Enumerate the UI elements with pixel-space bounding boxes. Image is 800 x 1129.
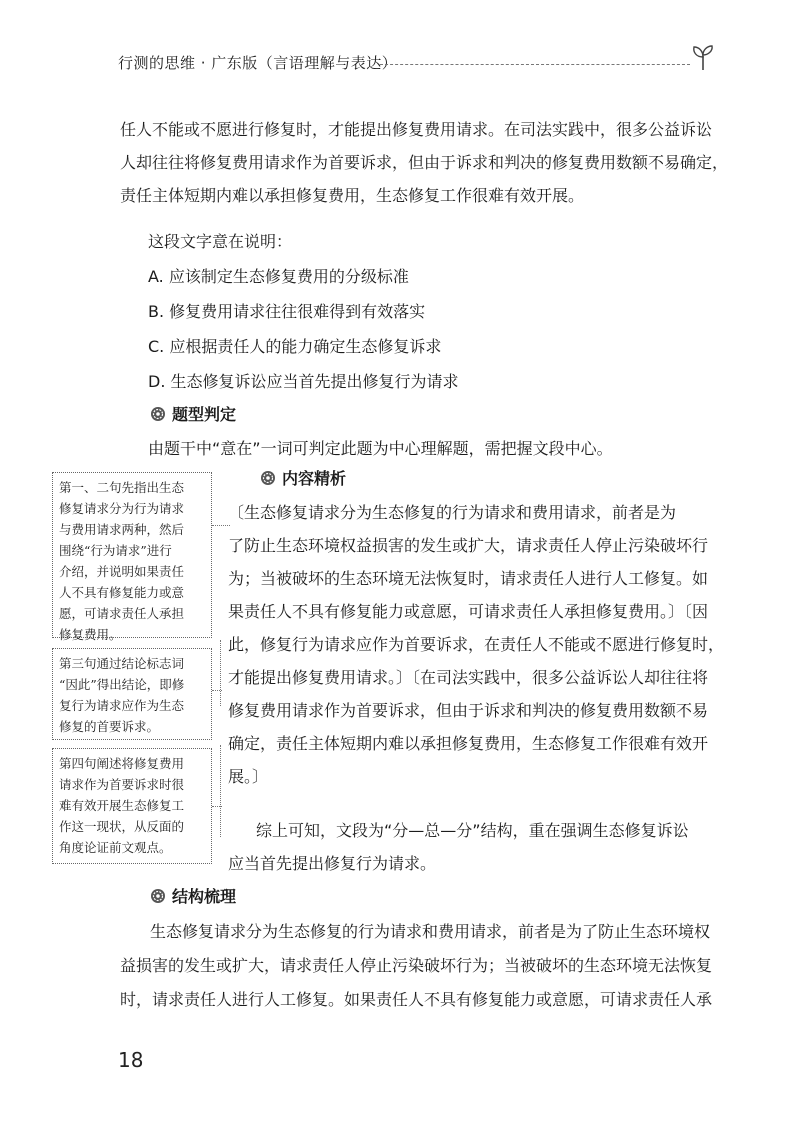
rosette-icon xyxy=(260,470,276,486)
passage-continuation xyxy=(120,113,729,212)
type-judgement-text: 由题干中“意在”一词可判定此题为中心理解题，需把握文段中心。 xyxy=(148,439,613,458)
note-connector xyxy=(212,806,222,807)
option-d: D. 生态修复诉讼应当首先提出修复行为请求 xyxy=(148,372,459,391)
analysis-line: 展。〕 xyxy=(228,767,269,786)
rosette-icon xyxy=(150,888,166,904)
option-a: A. 应该制定生态修复费用的分级标准 xyxy=(148,267,409,286)
analysis-line: 才能提出修复费用请求。〕〔在司法实践中，很多公益诉讼人却往往将 xyxy=(228,668,709,687)
structure-paragraph xyxy=(120,915,720,1017)
note-line: “因此”得出结论，即修 xyxy=(59,677,185,692)
summary-line: 综上可知，文段为“分—总—分”结构，重在强调生态修复诉讼 xyxy=(256,821,689,840)
note-line: 复行为请求应作为生态 xyxy=(59,698,185,713)
note-line: 请求作为首要诉求时很 xyxy=(59,777,185,792)
running-header xyxy=(118,50,718,82)
note-line: 角度论证前文观点。 xyxy=(59,840,172,855)
note-line: 人不具有修复能力或意 xyxy=(59,585,185,600)
structure-line: 益损害的发生或扩大，请求责任人停止污染破坏行为；当被破坏的生态环境无法恢复 xyxy=(120,956,713,975)
page-number: 18 xyxy=(118,1048,144,1072)
note-connector xyxy=(220,640,221,706)
structure-line: 生态修复请求分为生态修复的行为请求和费用请求，前者是为了防止生态环境权 xyxy=(150,922,711,941)
analysis-line: 了防止生态环境权益损害的发生或扩大，请求责任人停止污染破坏行 xyxy=(228,536,709,555)
note-line: 修复费用。 xyxy=(59,627,122,642)
note-line: 修复的首要诉求。 xyxy=(59,719,160,734)
passage-line: 任人不能或不愿进行修复时，才能提出修复费用请求。在司法实践中，很多公益诉讼 xyxy=(120,120,713,139)
side-note-3 xyxy=(52,748,212,864)
section-heading-analysis xyxy=(260,466,346,489)
sprout-icon xyxy=(688,42,718,72)
note-line: 第四句阐述将修复费用 xyxy=(59,756,185,771)
note-connector xyxy=(212,690,222,691)
note-line: 第一、二句先指出生态 xyxy=(59,480,185,495)
question-stem: 这段文字意在说明： xyxy=(148,232,293,251)
option-b: B. 修复费用请求往往很难得到有效落实 xyxy=(148,302,426,321)
analysis-summary xyxy=(228,814,689,880)
note-line: 难有效开展生态修复工 xyxy=(59,798,185,813)
analysis-line: 此，修复行为请求应作为首要诉求，在责任人不能或不愿进行修复时， xyxy=(228,635,725,654)
note-line: 第三句通过结论标志词 xyxy=(59,656,185,671)
section-heading-label: 结构梳理 xyxy=(172,887,237,906)
note-line: 修复请求分为行为请求 xyxy=(59,501,185,516)
section-heading-structure xyxy=(150,884,236,907)
rosette-icon xyxy=(150,406,166,422)
summary-line: 应当首先提出修复行为请求。 xyxy=(228,854,437,873)
header-dashed-rule xyxy=(380,64,690,65)
note-line: 作这一现状，从反面的 xyxy=(59,819,185,834)
note-line: 介绍，并说明如果责任 xyxy=(59,564,185,579)
passage-line: 人却往往将修复费用请求作为首要诉求，但由于诉求和判决的修复费用数额不易确定， xyxy=(120,153,729,172)
note-line: 与费用请求两种，然后 xyxy=(59,522,185,537)
side-note-2 xyxy=(52,648,212,740)
note-line: 愿，可请求责任人承担 xyxy=(59,606,185,621)
note-connector xyxy=(212,525,230,526)
note-line: 围绕“行为请求”进行 xyxy=(59,543,172,558)
analysis-line: 果责任人不具有修复能力或意愿，可请求责任人承担修复费用。〕〔因 xyxy=(228,602,709,621)
note-connector xyxy=(220,745,221,837)
header-title: 行测的思维 · 广东版（言语理解与表达） xyxy=(118,54,398,72)
section-heading-label: 题型判定 xyxy=(172,405,237,424)
passage-line: 责任主体短期内难以承担修复费用，生态修复工作很难有效开展。 xyxy=(120,186,585,205)
analysis-line: 为；当被破坏的生态环境无法恢复时，请求责任人进行人工修复。如 xyxy=(228,569,709,588)
analysis-line: 〔生态修复请求分为生态修复的行为请求和费用请求，前者是为 xyxy=(228,503,677,522)
side-note-1 xyxy=(52,472,212,642)
analysis-line: 确定，责任主体短期内难以承担修复费用，生态修复工作很难有效开 xyxy=(228,734,709,753)
option-c: C. 应根据责任人的能力确定生态修复诉求 xyxy=(148,337,442,356)
analysis-line: 修复费用请求作为首要诉求，但由于诉求和判决的修复费用数额不易 xyxy=(228,701,709,720)
structure-line: 时，请求责任人进行人工修复。如果责任人不具有修复能力或意愿，可请求责任人承 xyxy=(120,990,713,1009)
analysis-paragraph xyxy=(228,496,725,793)
section-heading-type xyxy=(150,402,236,425)
section-heading-label: 内容精析 xyxy=(282,469,347,488)
